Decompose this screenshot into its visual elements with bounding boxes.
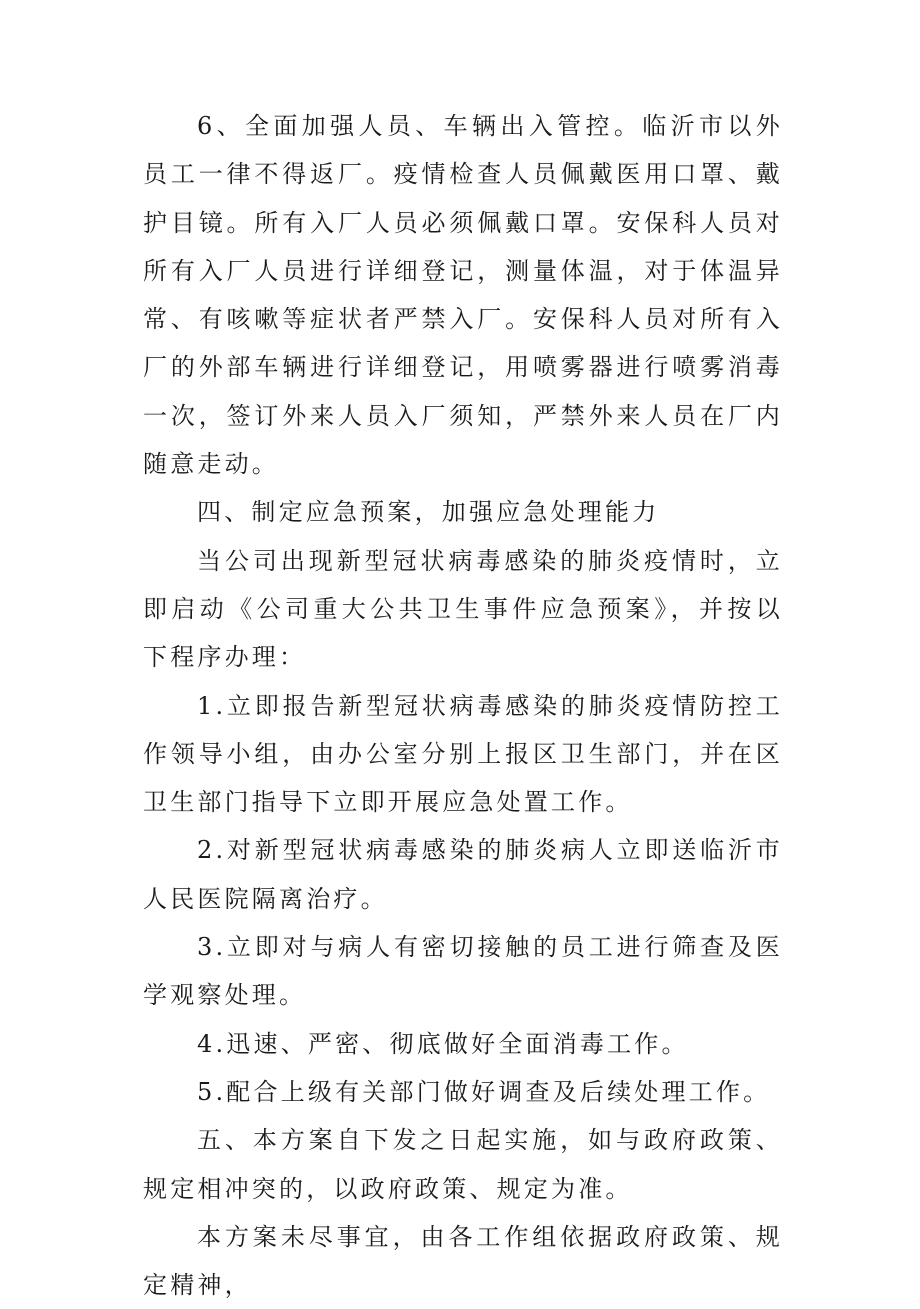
list-item-contact-screening: 3.立即对与病人有密切接触的员工进行筛查及医学观察处理。	[143, 933, 783, 1010]
list-item-report-to-leadership: 1.立即报告新型冠状病毒感染的肺炎疫情防控工作领导小组，由办公室分别上报区卫生部门，并在区卫生部门指导下立即开展应急处置工作。	[143, 691, 783, 817]
section-heading-effective-date: 五、本方案自下发之日起实施，如与政府政策、规定相冲突的，以政府政策、规定为准。	[143, 1126, 783, 1203]
section-heading-emergency-plan: 四、制定应急预案，加强应急处理能力	[197, 498, 660, 527]
list-item-disinfection: 4.迅速、严密、彻底做好全面消毒工作。	[197, 1029, 689, 1058]
paragraph-unresolved-matters: 本方案未尽事宜，由各工作组依据政府政策、规定精神，	[143, 1222, 783, 1300]
list-item-cooperate-investigation: 5.配合上级有关部门做好调查及后续处理工作。	[197, 1077, 771, 1106]
document-body	[143, 102, 783, 1309]
list-item-hospital-isolation: 2.对新型冠状病毒感染的肺炎病人立即送临沂市人民医院隔离治疗。	[143, 836, 783, 913]
paragraph-personnel-vehicle-control: 6、全面加强人员、车辆出入管控。临沂市以外员工一律不得返厂。疫情检查人员佩戴医用口罩、戴护目镜。所有入厂人员必须佩戴口罩。安保科人员对所有入厂人员进行详细登记，测量体温，对于体温异常、有咳嗽等症状者严禁入厂。安保科人员对所有入厂的外部车辆进行详细登记，用喷雾器进行喷雾消毒一次，签订外来人员入厂须知，严禁外来人员在厂内随意走动。	[143, 112, 783, 479]
paragraph-emergency-procedure-intro: 当公司出现新型冠状病毒感染的肺炎疫情时，立即启动《公司重大公共卫生事件应急预案》，并按以下程序办理：	[143, 546, 783, 672]
